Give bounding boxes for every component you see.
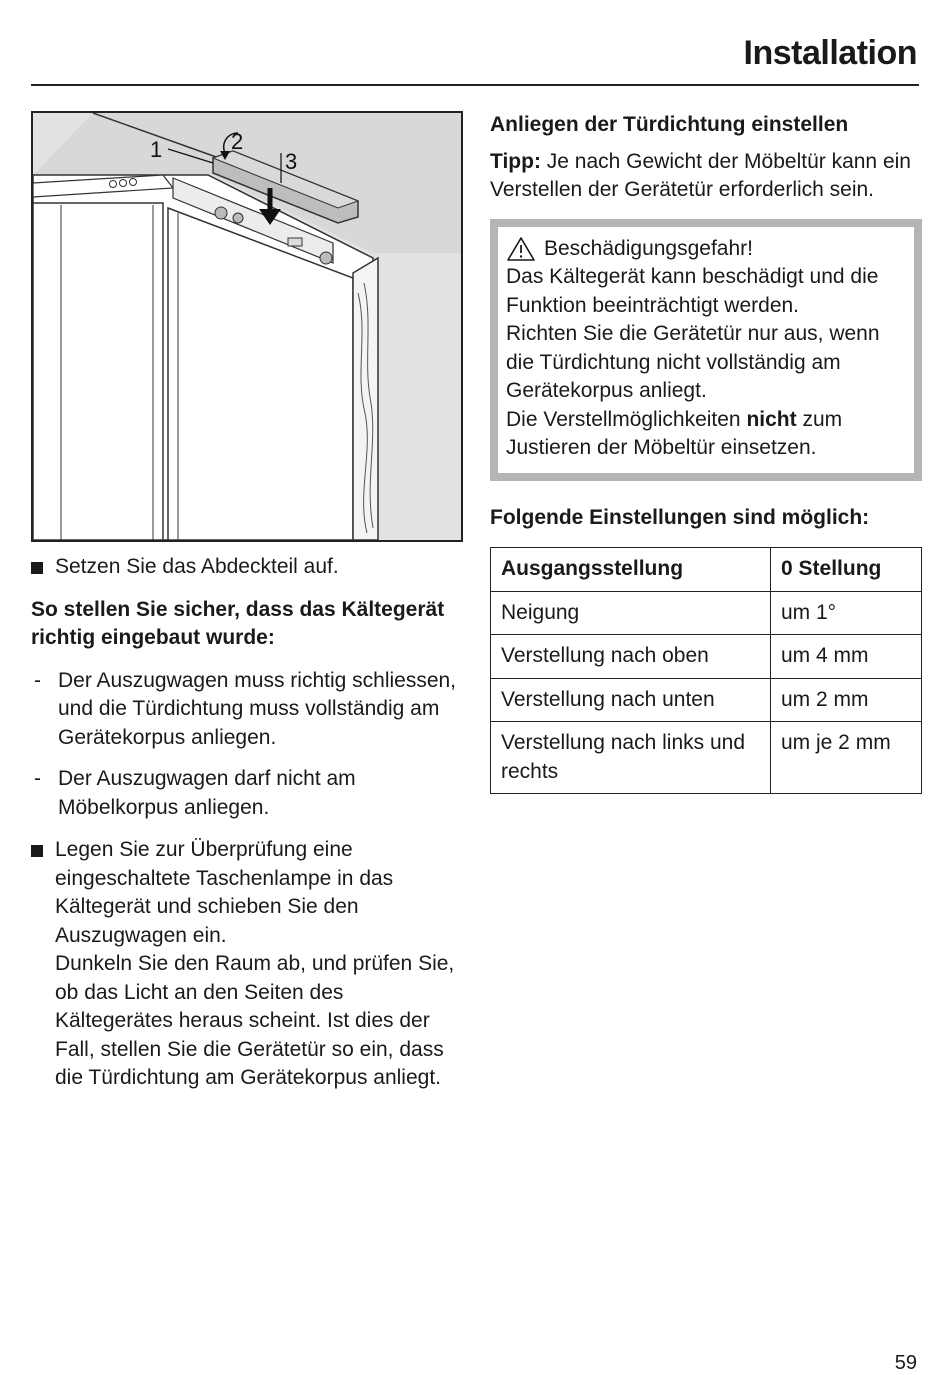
table-cell: um 2 mm <box>771 678 922 722</box>
tip-paragraph <box>490 148 922 205</box>
table-row <box>491 678 922 722</box>
bullet-square <box>31 562 43 574</box>
section-heading: Anliegen der Türdichtung einstellen <box>490 113 849 136</box>
settings-table <box>490 547 922 794</box>
table-cell: Neigung <box>491 591 771 635</box>
table-cell: um je 2 mm <box>771 722 922 794</box>
right-column <box>490 111 922 794</box>
table-cell: um 1° <box>771 591 922 635</box>
step-flashlight-check <box>31 836 463 1093</box>
table-cell: Verstellung nach unten <box>491 678 771 722</box>
warning-text: Das Kältegerät kann beschädigt und die Funktion beeinträchtigt werden. <box>506 265 879 317</box>
tip-text: Je nach Gewicht der Möbeltür kann ein Verstellen der Gerätetür erforderlich sein. <box>490 149 911 201</box>
bullet-square <box>31 845 43 857</box>
warning-box <box>490 219 922 481</box>
table-header-row <box>491 548 922 592</box>
check-item <box>31 667 463 753</box>
warning-text: Richten Sie die Gerätetür nur aus, wenn die Türdichtung nicht vollständig am Gerätekorpus anliegt. <box>506 322 880 402</box>
table-cell: um 4 mm <box>771 635 922 679</box>
warning-title <box>506 235 904 264</box>
table-row <box>491 591 922 635</box>
step-text: Legen Sie zur Überprüfung eine eingeschaltete Taschenlampe in das Kältegerät und schieben Sie den Auszugwagen ein. <box>55 838 394 947</box>
page-title: Installation <box>743 34 917 72</box>
check-item-text: Der Auszugwagen darf nicht am Möbelkorpus anliegen. <box>58 767 356 819</box>
settings-heading: Folgende Einstellungen sind möglich: <box>490 505 870 529</box>
step-cover-part <box>31 553 463 582</box>
table-row <box>491 635 922 679</box>
table-cell: Verstellung nach oben <box>491 635 771 679</box>
check-heading: So stellen Sie sicher, dass das Kältegerät richtig eingebaut wurde: <box>31 597 445 649</box>
cover-part-drawing <box>33 113 461 540</box>
label-2: 2 <box>231 129 244 154</box>
tip-label: Tipp: <box>490 149 541 173</box>
page-number: 59 <box>894 1352 917 1374</box>
warning-text-part: zum Justieren der Möbeltür einsetzen. <box>506 407 843 459</box>
warning-title-text: Beschädigungsgefahr! <box>544 236 753 260</box>
dash-marker: - <box>34 668 41 692</box>
header-divider <box>31 84 919 86</box>
warning-text-emphasis: nicht <box>746 407 797 431</box>
step-text: Dunkeln Sie den Raum ab, und prüfen Sie, ob das Licht an den Seiten des Kältegerätes heraus scheint. Ist dies der Fall, stellen Sie die Gerätetür so ein, dass die Türdichtung am Gerätekorpus anliegt. <box>55 952 455 1089</box>
table-cell: Verstellung nach links und rechts <box>491 722 771 794</box>
label-1: 1 <box>150 137 163 162</box>
warning-text-part: Die Verstellmöglichkeiten <box>506 407 747 431</box>
left-column <box>31 111 463 1093</box>
warning-text <box>506 406 904 463</box>
dash-marker: - <box>34 767 41 790</box>
label-3: 3 <box>285 149 298 174</box>
table-row <box>491 722 922 794</box>
table-header-cell: Ausgangsstellung <box>491 548 771 592</box>
table-header-cell: 0 Stellung <box>771 548 922 592</box>
installation-illustration <box>31 111 463 542</box>
warning-triangle-icon <box>506 236 536 262</box>
check-item-text: Der Auszugwagen muss richtig schliessen, und die Türdichtung muss vollständig am Gerätekorpus anliegen. <box>58 668 457 749</box>
step-text: Setzen Sie das Abdeckteil auf. <box>55 555 339 578</box>
check-item <box>31 765 463 822</box>
